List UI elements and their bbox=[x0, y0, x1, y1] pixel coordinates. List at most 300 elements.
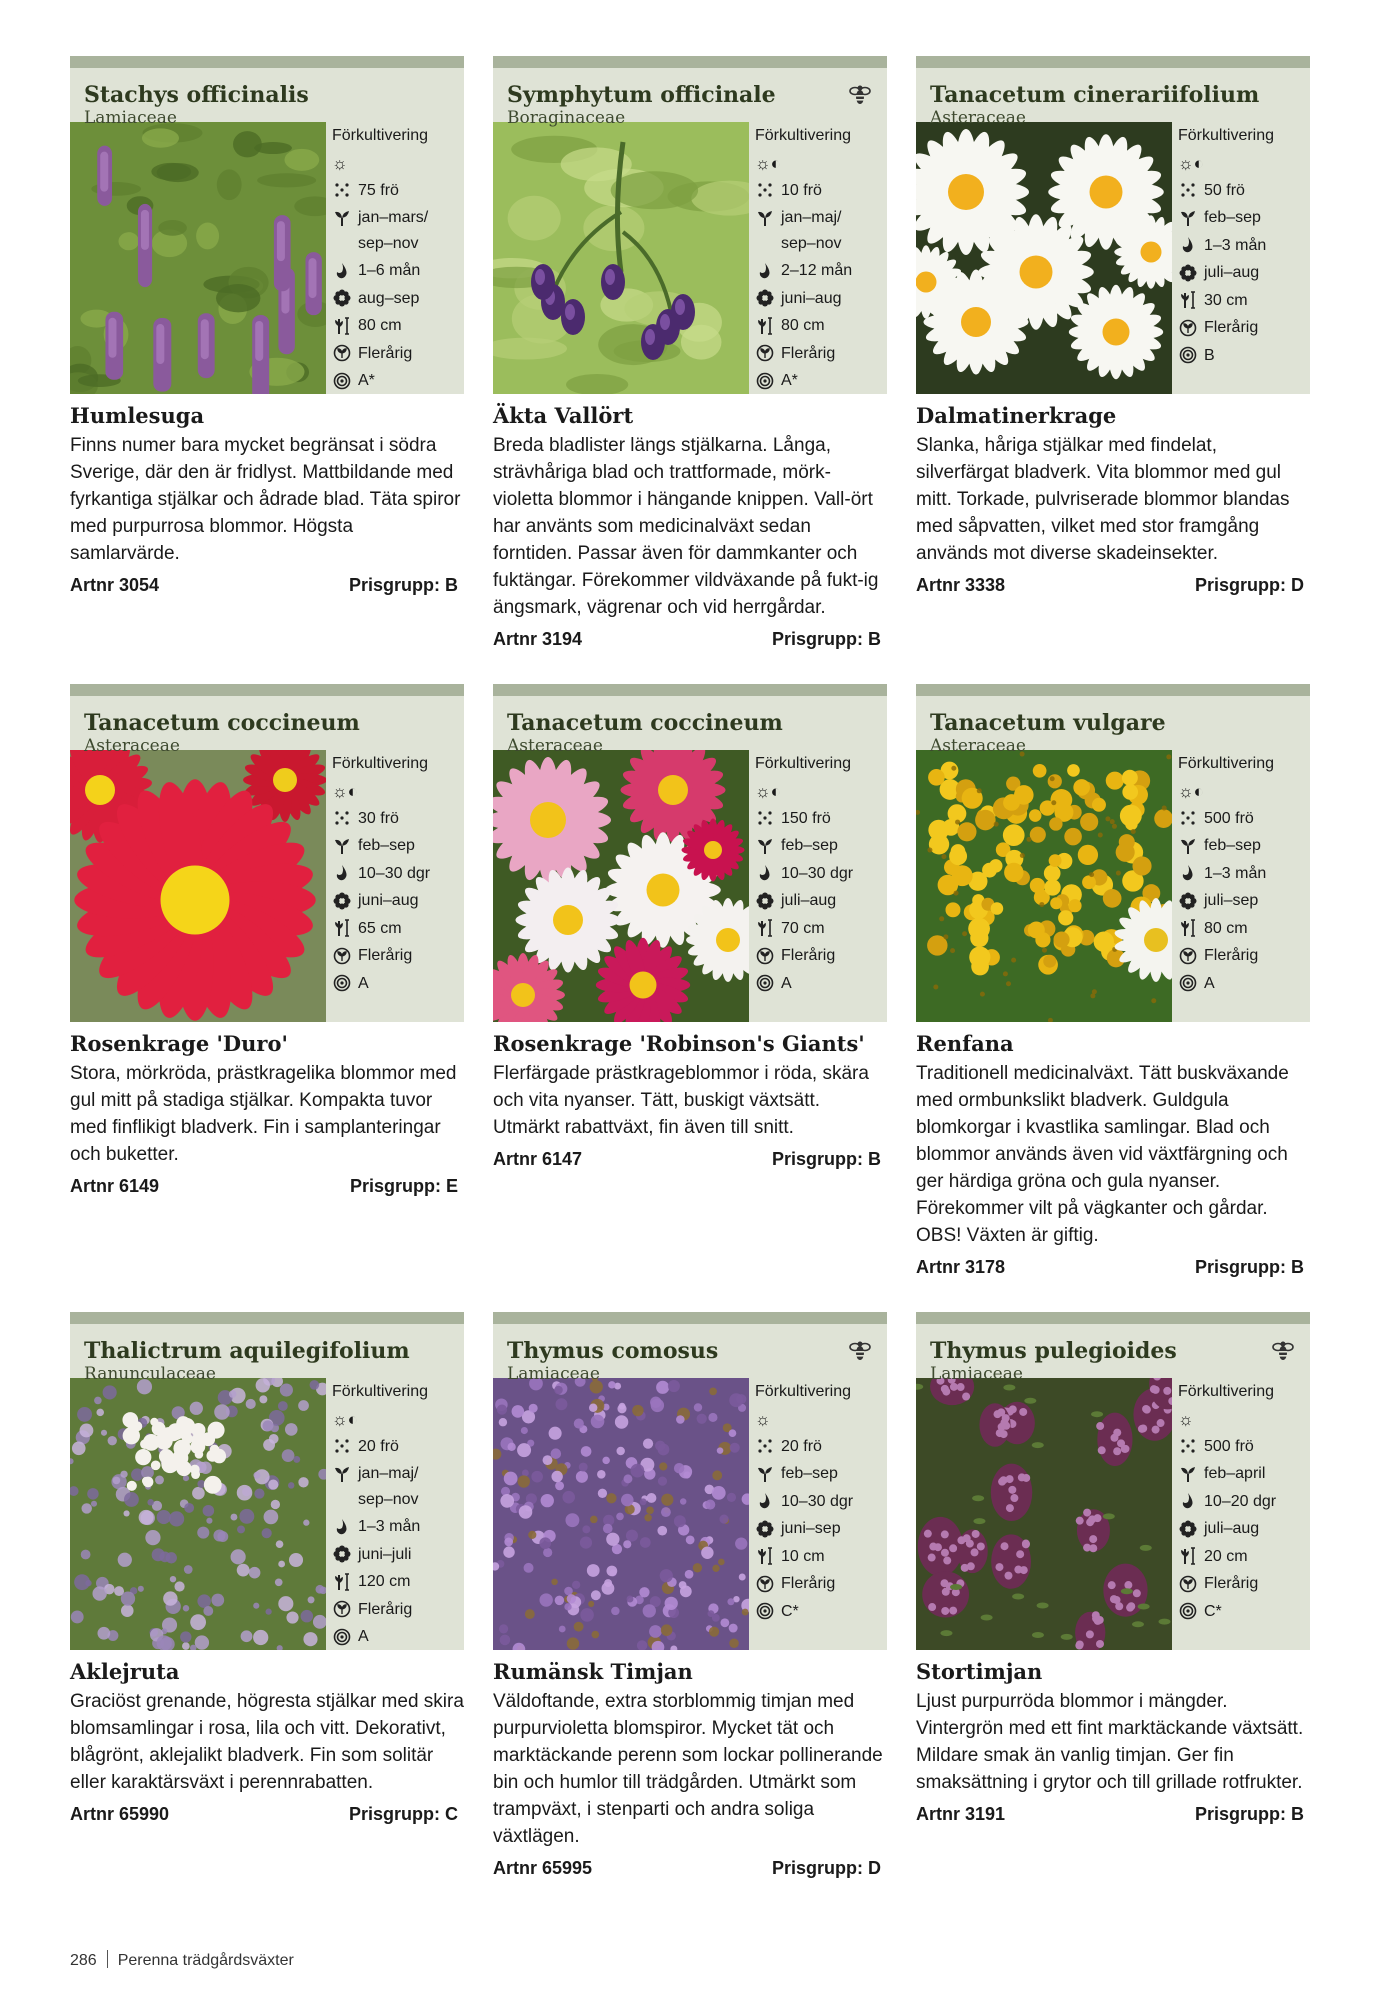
zone-icon bbox=[755, 367, 775, 395]
latin-name: Tanacetum cinerariifolium bbox=[930, 82, 1260, 108]
latin-name: Stachys officinalis bbox=[84, 82, 309, 108]
fact-value: feb–sep bbox=[358, 837, 415, 854]
fact-value: feb–sep bbox=[781, 837, 838, 854]
zone-icon bbox=[1178, 970, 1198, 998]
fact-row bbox=[332, 340, 464, 368]
fact-value: juli–sep bbox=[1204, 892, 1259, 909]
description: Väldoftande, extra storblommig timjan med purpurvioletta blomspiror. Mycket tät och marktäckande perenn som lockar pollinerande bin och humlor till trädgården. Utmärkt som trampväxt, i stenparti och andra soliga växtlägen. bbox=[493, 1691, 883, 1847]
product-card bbox=[916, 684, 1310, 1278]
sun-row bbox=[1178, 778, 1310, 805]
fact-row bbox=[755, 312, 887, 340]
fact-value: 10 frö bbox=[781, 181, 822, 199]
plant-family: Asteraceae bbox=[84, 736, 180, 756]
fact-value: 30 frö bbox=[358, 809, 399, 827]
fact-row bbox=[1178, 1488, 1310, 1516]
article-number: Artnr 6149 bbox=[70, 1176, 160, 1196]
fact-value: juli–aug bbox=[1204, 264, 1260, 281]
fact-row bbox=[1178, 1598, 1310, 1626]
fact-row bbox=[1178, 232, 1310, 260]
fact-row bbox=[1178, 259, 1310, 287]
perennial-icon bbox=[755, 340, 775, 368]
plant-family: Lamiaceae bbox=[507, 1364, 600, 1384]
fact-row bbox=[755, 1488, 887, 1516]
article-number: Artnr 65995 bbox=[493, 1858, 593, 1878]
card-media bbox=[493, 1378, 887, 1650]
growing-facts bbox=[326, 750, 464, 1022]
sun-row bbox=[332, 778, 464, 805]
common-name: Humlesuga bbox=[70, 403, 205, 428]
germination-icon bbox=[1178, 1488, 1198, 1516]
height-icon bbox=[332, 312, 352, 340]
fact-value: A* bbox=[358, 372, 375, 389]
zone-icon bbox=[1178, 342, 1198, 370]
article-number: Artnr 3191 bbox=[916, 1804, 1006, 1824]
height-icon bbox=[1178, 287, 1198, 315]
fact-row bbox=[1178, 1515, 1310, 1543]
flower-icon bbox=[332, 285, 352, 313]
germination-icon bbox=[1178, 232, 1198, 260]
fact-row bbox=[755, 942, 887, 970]
fact-row bbox=[1178, 1543, 1310, 1571]
fact-row bbox=[332, 285, 464, 313]
growing-facts bbox=[1172, 1378, 1310, 1650]
perennial-icon bbox=[755, 942, 775, 970]
fact-value: aug–sep bbox=[358, 289, 420, 307]
latin-name: Thymus comosus bbox=[507, 1338, 719, 1364]
description: Stora, mörkröda, prästkragelika blommor med gul mitt på stadiga stjälkar. Kompakta tuvor med finflikigt bladverk. Fin i samplanteringar och buketter. bbox=[70, 1063, 457, 1165]
fact-row bbox=[332, 1433, 464, 1461]
fact-value: 80 cm bbox=[781, 317, 825, 334]
growing-facts bbox=[1172, 750, 1310, 1022]
fact-row bbox=[755, 860, 887, 888]
description: Graciöst grenande, högresta stjälkar med skira blomsamlingar i rosa, lila och vitt. Dekorativt, blågrönt, aklejalikt bladverk. Fin som solitär eller karaktärsväxt i perennrabatten. bbox=[70, 1691, 464, 1793]
article-number: Artnr 3338 bbox=[916, 575, 1006, 595]
fact-row bbox=[1178, 970, 1310, 998]
description: Flerfärgade prästkrageblommor i röda, skära och vita nyanser. Tätt, buskigt växtsätt. Utmärkt rabattväxt, fin även till snitt. bbox=[493, 1063, 869, 1138]
plant-family: Boraginaceae bbox=[507, 108, 626, 128]
card-header bbox=[916, 684, 1310, 756]
common-name: Dalmatinerkrage bbox=[916, 403, 1117, 428]
bee-friendly-icon bbox=[1272, 1338, 1294, 1364]
sun-row bbox=[1178, 150, 1310, 177]
fact-value: A bbox=[358, 1628, 369, 1645]
fact-value: juli–aug bbox=[1204, 1520, 1260, 1537]
card-media bbox=[916, 122, 1310, 394]
height-icon bbox=[755, 312, 775, 340]
fact-row bbox=[332, 915, 464, 943]
card-meta bbox=[916, 1257, 1310, 1278]
germination-icon bbox=[755, 257, 775, 285]
card-media bbox=[493, 750, 887, 1022]
fact-value: 50 frö bbox=[1204, 181, 1245, 199]
common-name: Rumänsk Timjan bbox=[493, 1659, 693, 1684]
product-card bbox=[493, 56, 887, 650]
perennial-icon bbox=[1178, 314, 1198, 342]
fact-row bbox=[332, 1460, 464, 1513]
product-card bbox=[916, 56, 1310, 596]
fact-value: jan–mars/ sep–nov bbox=[358, 209, 429, 252]
sowing-icon bbox=[755, 1460, 775, 1488]
sun-icon: ☼◐ bbox=[1178, 781, 1204, 801]
description: Finns numer bara mycket begränsat i södra Sverige, där den är fridlyst. Mattbildande med fyrkantiga stjälkar och ådrade blad. Täta spiror med purpurrosa blommor. Högsta samlarvärde. bbox=[70, 435, 461, 564]
common-name: Aklejruta bbox=[70, 1659, 180, 1684]
fact-value: 80 cm bbox=[1204, 919, 1248, 937]
fact-value: juni–aug bbox=[781, 289, 842, 307]
sun-icon: ☼◐ bbox=[1178, 153, 1204, 173]
sun-icon: ☼ bbox=[332, 153, 348, 173]
growing-facts bbox=[749, 1378, 887, 1650]
description: Slanka, håriga stjälkar med findelat, silverfärgat bladverk. Vita blommor med gul mitt. Torkade, pulvriserade blommor blandas med såpvatten, vilket med stor framgång används mot diverse skadeinsekter. bbox=[916, 435, 1290, 564]
germination-icon bbox=[755, 1488, 775, 1516]
seeds-icon bbox=[332, 805, 352, 833]
plant-photo bbox=[916, 1378, 1172, 1650]
fact-value: A* bbox=[781, 372, 798, 389]
sun-row bbox=[1178, 1406, 1310, 1433]
fact-row bbox=[1178, 860, 1310, 888]
product-card bbox=[493, 684, 887, 1170]
fact-value: C* bbox=[1204, 1602, 1222, 1620]
fact-row bbox=[332, 805, 464, 833]
fact-row bbox=[755, 887, 887, 915]
price-group: Prisgrupp: C bbox=[348, 1804, 458, 1824]
fact-value: 75 frö bbox=[358, 181, 399, 199]
seeds-icon bbox=[332, 1433, 352, 1461]
growing-facts bbox=[1172, 122, 1310, 394]
bee-friendly-icon bbox=[849, 1338, 871, 1364]
sowing-icon bbox=[755, 832, 775, 860]
zone-icon bbox=[332, 367, 352, 395]
plant-photo bbox=[493, 122, 749, 394]
card-meta bbox=[70, 1804, 464, 1825]
fact-value: 20 frö bbox=[781, 1437, 822, 1455]
growing-facts bbox=[749, 122, 887, 394]
plant-photo bbox=[493, 1378, 749, 1650]
flower-icon bbox=[332, 1541, 352, 1569]
seeds-icon bbox=[1178, 1433, 1198, 1461]
perennial-icon bbox=[1178, 1570, 1198, 1598]
flower-icon bbox=[1178, 1515, 1198, 1543]
sun-icon: ☼◐ bbox=[332, 1409, 358, 1429]
plant-photo bbox=[916, 750, 1172, 1022]
sun-icon: ☼ bbox=[1178, 1409, 1194, 1429]
fact-value: juni–aug bbox=[358, 892, 419, 909]
product-card bbox=[70, 56, 464, 596]
card-header bbox=[70, 1312, 464, 1384]
common-name: Stortimjan bbox=[916, 1659, 1043, 1684]
sun-icon: ☼◐ bbox=[755, 153, 781, 173]
common-name: Äkta Vallört bbox=[493, 403, 634, 428]
germination-icon bbox=[332, 1513, 352, 1541]
height-icon bbox=[755, 915, 775, 943]
card-media bbox=[70, 122, 464, 394]
fact-value: 150 frö bbox=[781, 809, 831, 827]
fact-row bbox=[332, 204, 464, 257]
card-meta bbox=[916, 575, 1310, 596]
card-header bbox=[493, 56, 887, 128]
perennial-icon bbox=[332, 340, 352, 368]
fact-value: 10–20 dgr bbox=[1204, 1492, 1277, 1510]
facts-header: Förkultivering bbox=[1178, 127, 1275, 144]
seeds-icon bbox=[1178, 805, 1198, 833]
fact-value: 1–3 mån bbox=[358, 1518, 421, 1535]
bee-friendly-icon bbox=[849, 82, 871, 108]
fact-value: 30 cm bbox=[1204, 291, 1248, 309]
fact-value: B bbox=[1204, 346, 1215, 364]
fact-row bbox=[755, 257, 887, 285]
fact-value: A bbox=[781, 974, 792, 992]
description: Ljust purpurröda blommor i mängder. Vintergrön med ett fint marktäckande växtsätt. Mildare smak än vanlig timjan. Ger fin smaksättning i grytor och till grillade rotfrukter. bbox=[916, 1691, 1304, 1793]
fact-value: 1–6 mån bbox=[358, 262, 421, 279]
seeds-icon bbox=[755, 1433, 775, 1461]
fact-value: feb–april bbox=[1204, 1465, 1266, 1482]
germination-icon bbox=[1178, 860, 1198, 888]
fact-value: C* bbox=[781, 1602, 799, 1620]
plant-family: Asteraceae bbox=[930, 736, 1026, 756]
card-meta bbox=[70, 1176, 464, 1197]
fact-row bbox=[1178, 805, 1310, 833]
sowing-icon bbox=[332, 1460, 352, 1488]
fact-row bbox=[1178, 287, 1310, 315]
fact-value: 20 cm bbox=[1204, 1547, 1248, 1565]
perennial-icon bbox=[332, 1596, 352, 1624]
price-group: Prisgrupp: E bbox=[349, 1176, 458, 1196]
fact-value: Flerårig bbox=[781, 344, 836, 362]
card-meta bbox=[493, 1858, 887, 1879]
sowing-icon bbox=[332, 832, 352, 860]
fact-value: A bbox=[1204, 974, 1215, 992]
growing-facts bbox=[326, 1378, 464, 1650]
fact-value: 80 cm bbox=[358, 317, 402, 334]
sowing-icon bbox=[332, 204, 352, 232]
zone-icon bbox=[332, 1623, 352, 1651]
card-header bbox=[493, 1312, 887, 1384]
fact-row bbox=[755, 1598, 887, 1626]
page-number: 286 bbox=[70, 1952, 97, 1969]
fact-row bbox=[755, 340, 887, 368]
sun-row bbox=[332, 150, 464, 177]
fact-value: juni–sep bbox=[781, 1520, 841, 1537]
fact-row bbox=[332, 257, 464, 285]
card-media bbox=[916, 1378, 1310, 1650]
fact-value: 500 frö bbox=[1204, 1437, 1254, 1455]
latin-name: Thymus pulegioides bbox=[930, 1338, 1177, 1364]
fact-value: Flerårig bbox=[781, 1575, 836, 1592]
perennial-icon bbox=[755, 1570, 775, 1598]
product-card bbox=[493, 1312, 887, 1879]
fact-row bbox=[755, 1543, 887, 1571]
perennial-icon bbox=[1178, 942, 1198, 970]
fact-row bbox=[755, 1433, 887, 1461]
fact-value: feb–sep bbox=[1204, 209, 1261, 226]
fact-row bbox=[332, 970, 464, 998]
fact-row bbox=[1178, 314, 1310, 342]
card-meta bbox=[70, 575, 464, 596]
latin-name: Symphytum officinale bbox=[507, 82, 776, 108]
fact-value: 10–30 dgr bbox=[781, 1492, 854, 1510]
card-media bbox=[916, 750, 1310, 1022]
sowing-icon bbox=[1178, 204, 1198, 232]
fact-row bbox=[1178, 1570, 1310, 1598]
fact-value: Flerårig bbox=[358, 1600, 413, 1618]
article-number: Artnr 6147 bbox=[493, 1149, 583, 1169]
plant-family: Asteraceae bbox=[507, 736, 603, 756]
fact-value: 1–3 mån bbox=[1204, 864, 1267, 882]
fact-value: Flerårig bbox=[1204, 1575, 1259, 1592]
fact-row bbox=[755, 915, 887, 943]
plant-photo bbox=[493, 750, 749, 1022]
fact-value: Flerårig bbox=[358, 947, 413, 964]
flower-icon bbox=[1178, 887, 1198, 915]
plant-photo bbox=[70, 750, 326, 1022]
fact-row bbox=[332, 832, 464, 860]
sun-icon: ☼ bbox=[755, 1409, 771, 1429]
fact-row bbox=[332, 1513, 464, 1541]
growing-facts bbox=[749, 750, 887, 1022]
common-name: Rosenkrage 'Robinson's Giants' bbox=[493, 1031, 865, 1056]
height-icon bbox=[1178, 1543, 1198, 1571]
fact-row bbox=[1178, 887, 1310, 915]
card-media bbox=[493, 122, 887, 394]
facts-header: Förkultivering bbox=[1178, 1383, 1275, 1400]
price-group: Prisgrupp: B bbox=[348, 575, 458, 595]
plant-photo bbox=[70, 122, 326, 394]
facts-header: Förkultivering bbox=[332, 127, 429, 144]
fact-row bbox=[332, 1568, 464, 1596]
fact-row bbox=[1178, 204, 1310, 232]
fact-row bbox=[332, 1623, 464, 1651]
fact-row bbox=[1178, 342, 1310, 370]
description: Breda bladlister längs stjälkarna. Långa, strävhåriga blad och trattformade, mörk-violetta blommor i hängande knippen. Vall-ört har använts som medicinalväxt sedan forntiden. Passar även för dammkanter och fuktängar. Förekommer vildväxande på fukt-ig ängsmark, vägrenar och vid herrgårdar. bbox=[493, 435, 879, 618]
fact-row bbox=[1178, 942, 1310, 970]
facts-header: Förkultivering bbox=[755, 127, 852, 144]
fact-value: Flerårig bbox=[358, 344, 413, 362]
card-meta bbox=[916, 1804, 1310, 1825]
sun-row bbox=[755, 150, 887, 177]
fact-value: 1–3 mån bbox=[1204, 236, 1267, 254]
fact-value: 120 cm bbox=[358, 1573, 411, 1590]
card-meta bbox=[493, 629, 887, 650]
plant-family: Asteraceae bbox=[930, 108, 1026, 128]
fact-row bbox=[1178, 832, 1310, 860]
price-group: Prisgrupp: B bbox=[1194, 1257, 1304, 1277]
fact-value: Flerårig bbox=[781, 947, 836, 964]
plant-family: Lamiaceae bbox=[84, 108, 177, 128]
price-group: Prisgrupp: B bbox=[771, 1149, 881, 1169]
fact-value: 10–30 dgr bbox=[358, 864, 431, 882]
fact-value: juni–juli bbox=[358, 1545, 412, 1563]
height-icon bbox=[1178, 915, 1198, 943]
sun-icon: ☼◐ bbox=[332, 781, 358, 801]
card-header bbox=[493, 684, 887, 756]
description: Traditionell medicinalväxt. Tätt buskväxande med ormbunkslikt bladverk. Guldgula blomkorgar i kvastlika samlingar. Blad och blommor används även vid växtfärgning och ger härdiga gröna och gula nyanser. Förekommer vilt på vägkanter och gårdar. OBS! Växten är giftig. bbox=[916, 1063, 1289, 1246]
price-group: Prisgrupp: B bbox=[1194, 1804, 1304, 1824]
card-header bbox=[70, 56, 464, 128]
height-icon bbox=[755, 1543, 775, 1571]
sowing-icon bbox=[1178, 1460, 1198, 1488]
fact-value: A bbox=[358, 974, 369, 992]
fact-row bbox=[755, 204, 887, 257]
flower-icon bbox=[332, 887, 352, 915]
card-media bbox=[70, 1378, 464, 1650]
price-group: Prisgrupp: D bbox=[1194, 575, 1304, 595]
fact-row bbox=[1178, 1433, 1310, 1461]
product-card bbox=[916, 1312, 1310, 1825]
fact-row bbox=[332, 312, 464, 340]
sowing-icon bbox=[755, 204, 775, 232]
latin-name: Tanacetum vulgare bbox=[930, 710, 1166, 736]
fact-row bbox=[1178, 177, 1310, 205]
plant-photo bbox=[70, 1378, 326, 1650]
sowing-icon bbox=[1178, 832, 1198, 860]
fact-row bbox=[332, 887, 464, 915]
sun-row bbox=[332, 1406, 464, 1433]
fact-row bbox=[755, 1460, 887, 1488]
fact-row bbox=[755, 177, 887, 205]
price-group: Prisgrupp: B bbox=[771, 629, 881, 649]
zone-icon bbox=[755, 1598, 775, 1626]
fact-row bbox=[755, 970, 887, 998]
card-header bbox=[916, 1312, 1310, 1384]
card-media bbox=[70, 750, 464, 1022]
germination-icon bbox=[332, 860, 352, 888]
product-card bbox=[70, 1312, 464, 1825]
article-number: Artnr 65990 bbox=[70, 1804, 170, 1824]
flower-icon bbox=[755, 887, 775, 915]
flower-icon bbox=[755, 1515, 775, 1543]
seeds-icon bbox=[1178, 177, 1198, 205]
card-header bbox=[916, 56, 1310, 128]
zone-icon bbox=[755, 970, 775, 998]
zone-icon bbox=[332, 970, 352, 998]
fact-row bbox=[332, 1596, 464, 1624]
fact-value: Flerårig bbox=[1204, 947, 1259, 964]
article-number: Artnr 3178 bbox=[916, 1257, 1006, 1277]
height-icon bbox=[332, 915, 352, 943]
fact-value: 70 cm bbox=[781, 919, 825, 937]
product-card bbox=[70, 684, 464, 1197]
footer-divider bbox=[107, 1950, 108, 1968]
fact-value: 2–12 mån bbox=[781, 262, 853, 279]
price-group: Prisgrupp: D bbox=[771, 1858, 881, 1878]
latin-name: Thalictrum aquilegifolium bbox=[84, 1338, 410, 1364]
height-icon bbox=[332, 1568, 352, 1596]
fact-row bbox=[755, 367, 887, 395]
fact-value: feb–sep bbox=[781, 1465, 838, 1482]
fact-value: jan–maj/ sep–nov bbox=[358, 1465, 419, 1508]
sun-row bbox=[755, 778, 887, 805]
germination-icon bbox=[755, 860, 775, 888]
seeds-icon bbox=[332, 177, 352, 205]
germination-icon bbox=[332, 257, 352, 285]
facts-header: Förkultivering bbox=[755, 755, 852, 772]
card-header bbox=[70, 684, 464, 756]
fact-value: Flerårig bbox=[1204, 319, 1259, 336]
fact-row bbox=[332, 942, 464, 970]
fact-row bbox=[332, 1541, 464, 1569]
seeds-icon bbox=[755, 177, 775, 205]
flower-icon bbox=[755, 285, 775, 313]
fact-row bbox=[1178, 1460, 1310, 1488]
card-meta bbox=[493, 1149, 887, 1170]
latin-name: Tanacetum coccineum bbox=[507, 710, 783, 736]
plant-photo bbox=[916, 122, 1172, 394]
fact-row bbox=[332, 860, 464, 888]
latin-name: Tanacetum coccineum bbox=[84, 710, 360, 736]
facts-header: Förkultivering bbox=[1178, 755, 1275, 772]
fact-row bbox=[332, 177, 464, 205]
plant-family: Ranunculaceae bbox=[84, 1364, 216, 1384]
fact-value: jan–maj/ sep–nov bbox=[781, 209, 842, 252]
